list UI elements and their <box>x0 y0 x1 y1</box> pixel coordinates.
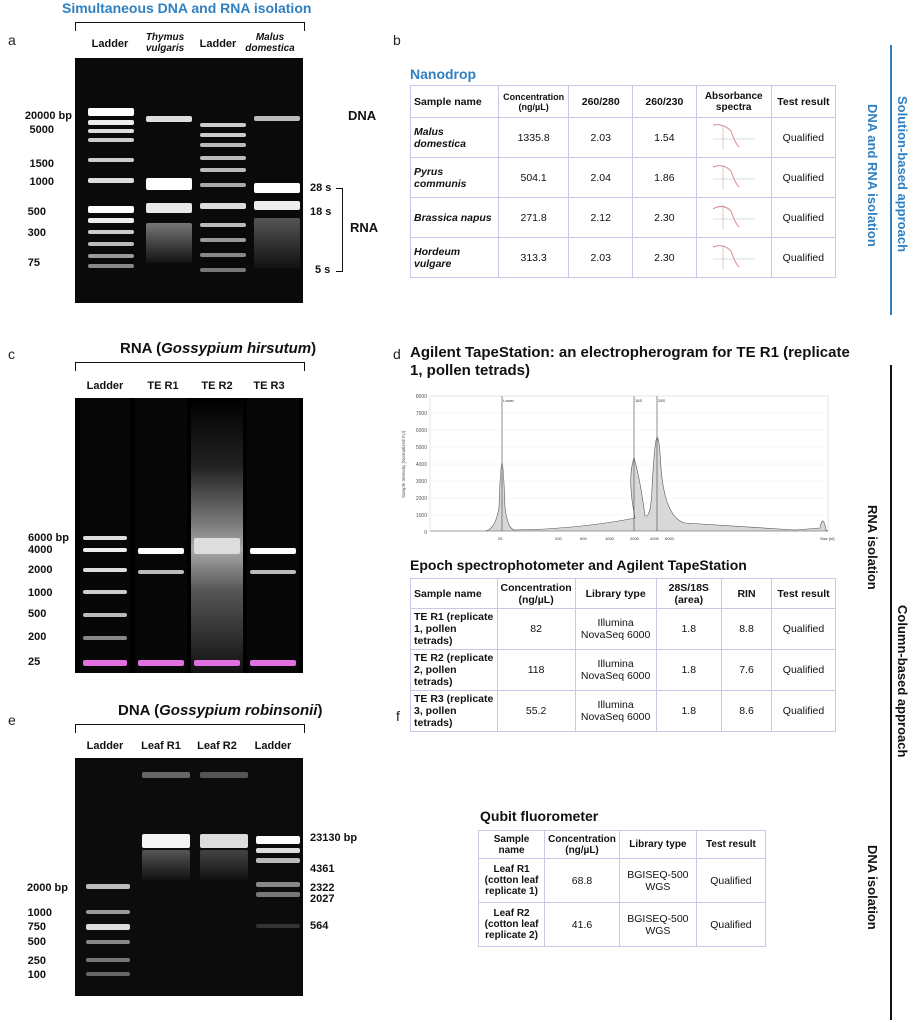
ladder-label: 2027 <box>310 893 335 905</box>
ladder-label: 500 <box>28 608 47 620</box>
qubit-table <box>478 830 766 947</box>
table-row: Hordeum vulgare 313.3 2.03 2.30 Qualified <box>411 238 836 278</box>
y-tick: 6000 <box>415 428 427 434</box>
lane-label: Malus domestica <box>245 32 295 54</box>
col-header: RIN <box>721 579 771 609</box>
rna-label: RNA <box>350 220 379 235</box>
side-label-dna-rna: DNA and RNA isolation <box>865 104 880 247</box>
panel-d-letter: d <box>393 346 401 362</box>
x-tick: 25 <box>498 536 503 541</box>
rna-marker-28s: 28 s <box>310 182 332 194</box>
ladder-label: 4000 <box>28 544 53 556</box>
ladder-label: 300 <box>27 227 46 239</box>
col-header: 28S/18S (area) <box>656 579 721 609</box>
gel-lane-ladder <box>80 398 130 673</box>
table-row: Leaf R2 (cotton leaf replicate 2) 41.6 BGISEQ-500 WGS Qualified <box>479 903 766 947</box>
absorbance-spectrum-icon <box>696 158 771 198</box>
rna-marker-18s: 18 s <box>310 206 332 218</box>
x-tick: 4000 <box>650 536 659 541</box>
lane-label: TE R1 <box>147 380 179 392</box>
col-header: Test result <box>696 831 765 859</box>
gel-lane-ladder <box>85 58 137 303</box>
col-header: Concentration (ng/µL) <box>497 579 575 609</box>
x-tick: 200 <box>555 536 562 541</box>
panel-a-bracket <box>75 22 305 31</box>
y-tick: 5000 <box>415 445 427 451</box>
lane-label: Ladder <box>91 38 129 50</box>
panel-a-letter: a <box>8 32 16 48</box>
table-row: Brassica napus 271.8 2.12 2.30 Qualified <box>411 198 836 238</box>
ladder-label: 4361 <box>310 863 335 875</box>
panel-e-title: DNA (Gossypium robinsonii) <box>118 702 323 719</box>
ladder-label: 1000 <box>29 176 54 188</box>
col-header: 260/230 <box>633 86 697 118</box>
panel-b-letter: b <box>393 32 401 48</box>
ladder-label: 1000 <box>28 587 53 599</box>
gel-lane-thymus <box>143 58 195 303</box>
peak-label: 18S <box>635 398 643 403</box>
gel-lane-ladder <box>83 758 133 996</box>
gel-lane-ladder2 <box>253 758 303 996</box>
table-row: TE R1 (replicate 1, pollen tetrads) 82 Illumina NovaSeq 6000 1.8 8.8 Qualified <box>411 609 836 650</box>
panel-c-bracket <box>75 362 305 371</box>
lane-label: Leaf R2 <box>197 740 237 752</box>
ladder-label: 2000 bp <box>27 882 68 894</box>
ladder-label: 500 <box>27 936 46 948</box>
nanodrop-table <box>410 85 836 278</box>
side-label-column: Column-based approach <box>895 605 910 758</box>
ladder-label: 100 <box>27 969 46 981</box>
y-tick: 7000 <box>415 411 427 417</box>
lane-label: Thymus vulgaris <box>145 32 185 54</box>
ladder-label: 1500 <box>29 158 54 170</box>
y-tick: 1000 <box>415 513 427 519</box>
x-tick: 500 <box>580 536 587 541</box>
y-tick: 8000 <box>415 394 427 400</box>
lane-label: Leaf R1 <box>141 740 181 752</box>
lane-label: Ladder <box>86 740 124 752</box>
lane-label: TE R3 <box>253 380 285 392</box>
col-header: Library type <box>619 831 696 859</box>
y-axis-label: Sample Intensity [Normalized FU] <box>401 430 406 498</box>
lane-label: Ladder <box>86 380 124 392</box>
panel-d-title: Agilent TapeStation: an electropherogram for TE R1 (replicate 1, pollen tetrads) <box>410 344 850 379</box>
panel-d-table-title: Epoch spectrophotometer and Agilent TapeStation <box>410 557 747 573</box>
panel-b-title: Nanodrop <box>410 66 477 82</box>
side-label-dna: DNA isolation <box>865 845 880 930</box>
col-header: Sample name <box>411 86 499 118</box>
table-row: Leaf R1 (cotton leaf replicate 1) 68.8 BGISEQ-500 WGS Qualified <box>479 859 766 903</box>
col-header: Test result <box>771 86 835 118</box>
side-label-rna: RNA isolation <box>865 505 880 590</box>
gel-lane-ladder2 <box>197 58 249 303</box>
absorbance-spectrum-icon <box>696 238 771 278</box>
col-header: Library type <box>575 579 656 609</box>
col-header: Concentration (ng/µL) <box>545 831 620 859</box>
panel-c-letter: c <box>8 346 15 362</box>
col-header: Sample name <box>479 831 545 859</box>
panel-c-title: RNA (Gossypium hirsutum) <box>120 340 317 357</box>
y-tick: 0 <box>424 530 427 536</box>
gel-image-c <box>75 398 303 673</box>
x-tick: 6000 <box>665 536 674 541</box>
table-row: Pyrus communis 504.1 2.04 1.86 Qualified <box>411 158 836 198</box>
y-tick: 3000 <box>415 479 427 485</box>
x-tick: 1000 <box>605 536 614 541</box>
gel-lane-te-r1 <box>135 398 187 673</box>
ladder-label: 20000 bp <box>24 110 72 122</box>
ladder-label: 200 <box>28 631 47 643</box>
side-label-solution: Solution-based approach <box>895 96 910 253</box>
col-header: 260/280 <box>569 86 633 118</box>
absorbance-spectrum-icon <box>696 118 771 158</box>
ladder-label: 750 <box>27 921 46 933</box>
gel-image-a <box>75 58 303 303</box>
ladder-label: 5000 <box>29 124 54 136</box>
lane-label: Ladder <box>254 740 292 752</box>
panel-e-letter: e <box>8 712 16 728</box>
col-header: Test result <box>772 579 836 609</box>
ladder-label: 250 <box>27 955 46 967</box>
gel-lane-malus <box>251 58 303 303</box>
y-tick: 4000 <box>415 462 427 468</box>
col-header: Sample name <box>411 579 498 609</box>
gel-image-e <box>75 758 303 996</box>
gel-lane-te-r2 <box>191 398 243 673</box>
tapestation-table <box>410 578 836 732</box>
table-row: TE R2 (replicate 2, pollen tetrads) 118 Illumina NovaSeq 6000 1.8 7.6 Qualified <box>411 650 836 691</box>
gel-lane-te-r3 <box>247 398 299 673</box>
lane-label: Ladder <box>199 38 237 50</box>
panel-f-title: Qubit fluorometer <box>480 808 599 824</box>
table-row: TE R3 (replicate 3, pollen tetrads) 55.2 Illumina NovaSeq 6000 1.8 8.6 Qualified <box>411 691 836 732</box>
ladder-label: 25 <box>28 656 41 668</box>
ladder-label: 2000 <box>28 564 53 576</box>
ladder-label: 500 <box>27 206 46 218</box>
ladder-label: 75 <box>27 257 40 269</box>
ladder-label: 2322 <box>310 882 335 894</box>
table-row: Malus domestica 1335.8 2.03 1.54 Qualified <box>411 118 836 158</box>
electropherogram <box>395 388 835 548</box>
ladder-label: 6000 bp <box>28 532 69 544</box>
peak-label: 28S <box>658 398 666 403</box>
dna-label: DNA <box>348 108 377 123</box>
ladder-label: 23130 bp <box>310 832 358 844</box>
gel-lane-leaf-r2 <box>197 758 251 996</box>
col-header: Absorbance spectra <box>696 86 771 118</box>
panel-e-bracket <box>75 724 305 733</box>
gel-lane-leaf-r1 <box>139 758 193 996</box>
column-divider <box>890 365 892 1020</box>
col-header: Concentration (ng/µL) <box>498 86 569 118</box>
rna-bracket <box>336 188 343 272</box>
absorbance-spectrum-icon <box>696 198 771 238</box>
y-tick: 2000 <box>415 496 427 502</box>
panel-a-title: Simultaneous DNA and RNA isolation <box>62 0 312 16</box>
ladder-label: 564 <box>310 920 329 932</box>
ladder-label: 1000 <box>27 907 52 919</box>
x-axis-label: Size [nt] <box>820 536 835 541</box>
solution-divider <box>890 45 892 315</box>
peak-label: Lower <box>503 398 514 403</box>
x-tick: 2000 <box>630 536 639 541</box>
rna-marker-5s: 5 s <box>315 264 331 276</box>
panel-f-letter: f <box>396 708 400 724</box>
lane-label: TE R2 <box>201 380 233 392</box>
